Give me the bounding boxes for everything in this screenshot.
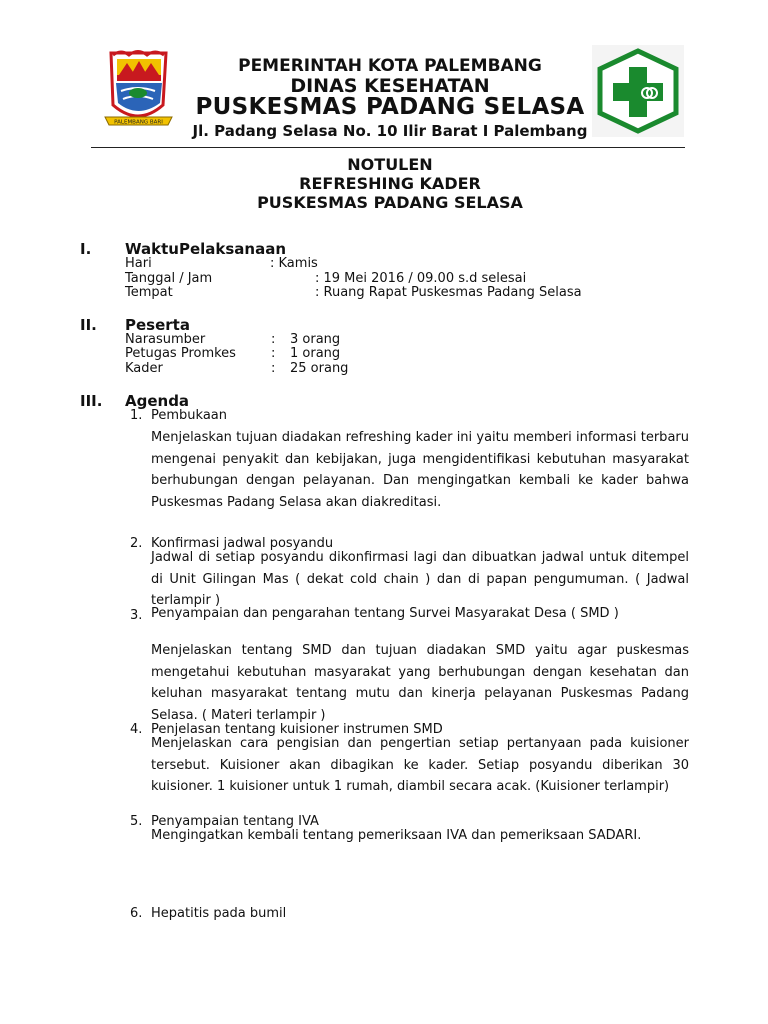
header-divider [91,147,685,148]
value-hari: : Kamis [270,256,318,271]
colon-kader: : [271,361,276,376]
agenda-2-title: Konfirmasi jadwal posyandu [151,536,334,551]
agenda-5-title: Penyampaian tentang IVA [151,814,319,829]
label-kader: Kader [125,361,163,376]
header-government: PEMERINTAH KOTA PALEMBANG [238,56,542,76]
doc-subtitle-2: PUSKESMAS PADANG SELASA [257,193,523,212]
label-narasumber: Narasumber [125,332,206,347]
agenda-6-title: Hepatitis pada bumil [151,906,287,921]
section-3-number: III. [80,392,103,410]
agenda-4-number: 4. [130,722,143,737]
agenda-1-title: Pembukaan [151,408,228,423]
agenda-3-number: 3. [130,608,143,623]
section-2-number: II. [80,316,97,334]
label-tempat: Tempat [125,285,173,300]
value-tempat: : Ruang Rapat Puskesmas Padang Selasa [315,285,582,300]
header-address: Jl. Padang Selasa No. 10 Ilir Barat I Palembang [192,122,588,140]
agenda-1-body: Menjelaskan tujuan diadakan refreshing kader ini yaitu memberi informasi terbaru mengenai penyakit dan kebijakan, juga mengidentifikasi kebutuhan masyarakat berhubungan dengan pelayanan. Dan mengingatkan kembali ke kader bahwa Puskesmas Padang Selasa akan diakreditasi. [151,430,689,510]
label-hari: Hari [125,256,152,271]
left-logo-caption: PALEMBANG BARI [114,119,163,126]
header-department: DINAS KESEHATAN [290,75,490,97]
value-promkes: 1 orang [290,346,341,361]
value-kader: 25 orang [290,361,349,376]
colon-narasumber: : [271,332,276,347]
agenda-4-body: Menjelaskan cara pengisian dan pengertian setiap pertanyaan pada kuisioner tersebut. Kuisioner akan dibagikan ke kader. Setiap posyandu diberikan 30 kuisioner. 1 kuisioner untuk 1 rumah, diambil secara acak. (Kuisioner terlampir) [151,736,689,794]
section-1-title: WaktuPelaksanaan [125,240,287,258]
header-institution: PUSKESMAS PADANG SELASA [195,94,585,120]
value-tanggal: : 19 Mei 2016 / 09.00 s.d selesai [315,271,527,286]
agenda-2-body: Jadwal di setiap posyandu dikonfirmasi lagi dan dibuatkan jadwal untuk ditempel di Unit Gilingan Mas ( dekat cold chain ) dan di papan pengumuman. ( Jadwal terlampir ) [151,550,689,608]
section-2-title: Peserta [125,316,190,334]
agenda-5-body: Mengingatkan kembali tentang pemeriksaan IVA dan pemeriksaan SADARI. [151,828,642,843]
label-promkes: Petugas Promkes [125,346,236,361]
agenda-3-body: Menjelaskan tentang SMD dan tujuan diadakan SMD yaitu agar puskesmas mengetahui kebutuhan masyarakat yang berhubungan dengan kesehatan dan keluhan masyarakat tentang mutu dan kinerja pelayanan Puskesmas Padang Selasa. ( Materi terlampir ) [151,643,689,723]
doc-title: NOTULEN [347,155,433,174]
label-tanggal: Tanggal / Jam [125,271,213,286]
value-narasumber: 3 orang [290,332,341,347]
section-3-title: Agenda [125,392,190,410]
agenda-6-number: 6. [130,906,143,921]
doc-subtitle: REFRESHING KADER [299,174,481,193]
colon-promkes: : [271,346,276,361]
section-1-number: I. [80,240,92,258]
agenda-4-title: Penjelasan tentang kuisioner instrumen SMD [151,722,443,737]
agenda-2-number: 2. [130,536,143,551]
agenda-5-number: 5. [130,814,143,829]
agenda-1-number: 1. [130,408,143,423]
agenda-3-title: Penyampaian dan pengarahan tentang Survei Masyarakat Desa ( SMD ) [151,606,619,621]
